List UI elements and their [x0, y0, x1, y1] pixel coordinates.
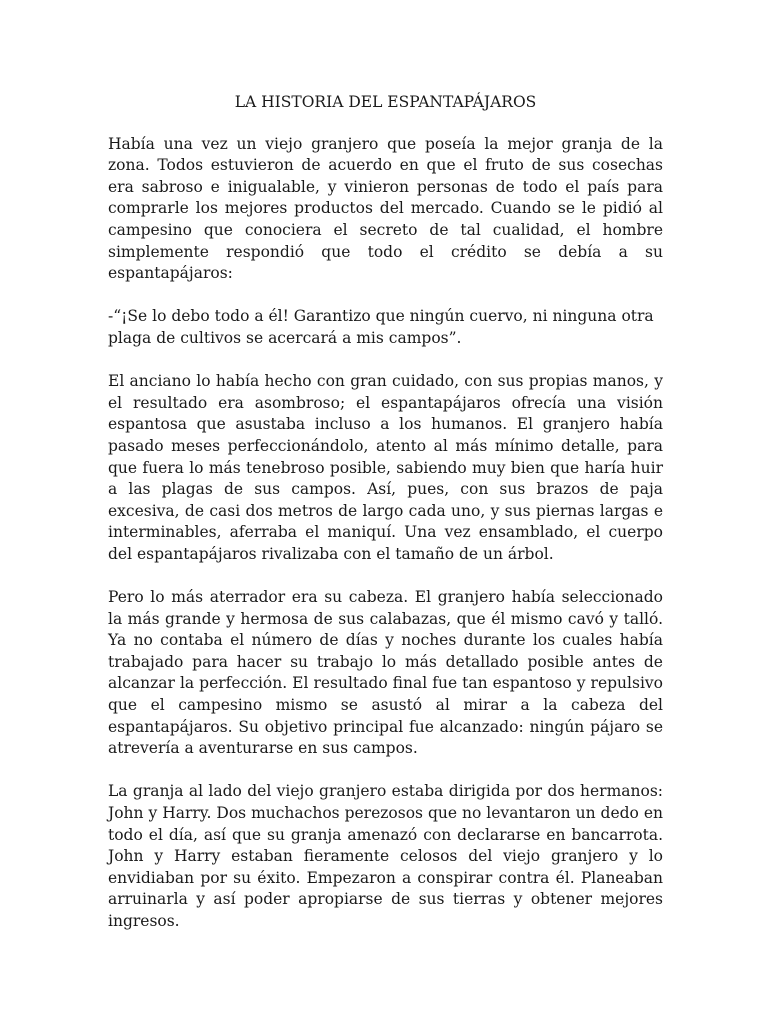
- paragraph-intro: Había una vez un viejo granjero que poseía la mejor granja de la zona. Todos estuvieron de acuerdo en que el fruto de sus cosechas era sabroso e inigualable, y vinieron personas de todo el país para comprarle los mejores productos del mercado. Cuando se le pidió al campesino que conociera el secreto de tal cualidad, el hombre simplemente respondió que todo el crédito se debía a su espantapájaros:: [108, 134, 663, 283]
- document-body: [108, 92, 663, 954]
- paragraph-scarecrow-description: El anciano lo había hecho con gran cuidado, con sus propias manos, y el resultado era asombroso; el espantapájaros ofrecía una visión espantosa que asustaba incluso a los humanos. El granjero había pasado meses perfeccionándolo, atento al más mínimo detalle, para que fuera lo más tenebroso posible, sabiendo muy bien que haría huir a las plagas de sus campos. Así, pues, con sus brazos de paja excesiva, de casi dos metros de largo cada uno, y sus piernas largas e interminables, aferraba el maniquí. Una vez ensamblado, el cuerpo del espantapájaros rivalizaba con el tamaño de un árbol.: [108, 372, 663, 563]
- paragraph-pumpkin-head: Pero lo más aterrador era su cabeza. El granjero había seleccionado la más grande y hermosa de sus calabazas, que él mismo cavó y talló. Ya no contaba el número de días y noches durante los cuales había trabajado para hacer su trabajo lo más detallado posible antes de alcanzar la perfección. El resultado final fue tan espantoso y repulsivo que el campesino mismo se asustó al mirar a la cabeza del espantapájaros. Su objetivo principal fue alcanzado: ningún pájaro se atrevería a aventurarse en sus campos.: [108, 588, 663, 758]
- paragraph-quote: -“¡Se lo debo todo a él! Garantizo que ningún cuervo, ni ninguna otra plaga de cultivos se acercará a mis campos”.: [108, 307, 654, 347]
- paragraph-brothers: La granja al lado del viejo granjero estaba dirigida por dos hermanos: John y Harry. Dos muchachos perezosos que no levantaron un dedo en todo el día, así que su granja amenazó con declararse en bancarrota. John y Harry estaban fieramente celosos del viejo granjero y lo envidiaban por su éxito. Empezaron a conspirar contra él. Planeaban arruinarla y así poder apropiarse de sus tierras y obtener mejores ingresos.: [108, 782, 663, 930]
- document-title: LA HISTORIA DEL ESPANTAPÁJAROS: [234, 93, 537, 111]
